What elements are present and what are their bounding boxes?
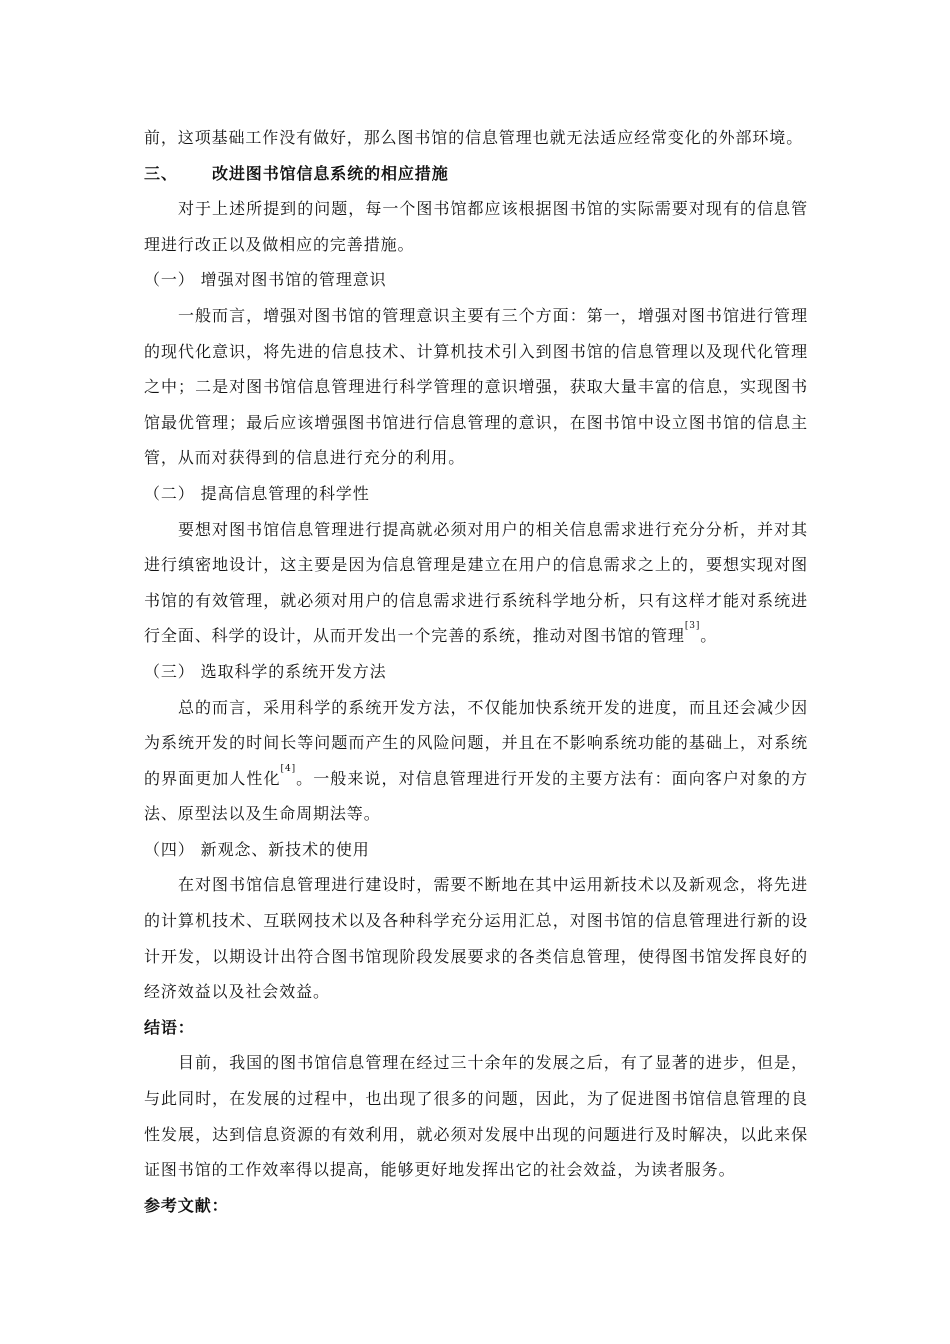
line-text: 。 (700, 626, 718, 646)
paragraph-line: 性发展，达到信息资源的有效利用，就必须对发展中出现的问题进行及时解决，以此来保 (144, 1124, 808, 1144)
paragraph-line: 一般而言，增强对图书馆的管理意识主要有三个方面：第一，增强对图书馆进行管理 (178, 305, 808, 325)
paragraph-line: 要想对图书馆信息管理进行提高就必须对用户的相关信息需求进行充分分析，并对其 (178, 519, 808, 539)
paragraph-line (144, 618, 808, 654)
paragraph-line: 目前，我国的图书馆信息管理在经过三十余年的发展之后，有了显著的进步，但是， (178, 1053, 808, 1073)
section-title: 改进图书馆信息系统的相应措施 (212, 163, 449, 183)
citation-ref: [3] (684, 621, 701, 632)
paragraph-line: 在对图书馆信息管理进行建设时，需要不断地在其中运用新技术以及新观念，将先进 (178, 875, 808, 895)
paragraph-line: 之中；二是对图书馆信息管理进行科学管理的意识增强，获取大量丰富的信息，实现图书 (144, 377, 808, 397)
paragraph-line: 馆最优管理；最后应该增强图书馆进行信息管理的意识，在图书馆中设立图书馆的信息主 (144, 412, 808, 432)
line-text: 行全面、科学的设计，从而开发出一个完善的系统，推动对图书馆的管理 (144, 626, 685, 646)
paragraph-line: 计开发，以期设计出符合图书馆现阶段发展要求的各类信息管理，使得图书馆发挥良好的 (144, 946, 808, 966)
section-number: 三、 (144, 163, 178, 183)
line-text: 的界面更加人性化 (144, 768, 281, 788)
paragraph-line (144, 761, 808, 797)
paragraph-line: 证图书馆的工作效率得以提高，能够更好地发挥出它的社会效益，为读者服务。 (144, 1160, 736, 1180)
subsection-heading: （一） 增强对图书馆的管理意识 (144, 270, 387, 290)
paragraph-line: 进行缜密地设计，这主要是因为信息管理是建立在用户的信息需求之上的，要想实现对图 (144, 555, 808, 575)
paragraph-line: 理进行改正以及做相应的完善措施。 (144, 234, 415, 254)
subsection-heading: （二） 提高信息管理的科学性 (144, 483, 370, 503)
paragraph-line: 书馆的有效管理，就必须对用户的信息需求进行系统科学地分析，只有这样才能对系统进 (144, 590, 808, 610)
paragraph-line: 前，这项基础工作没有做好，那么图书馆的信息管理也就无法适应经常变化的外部环境。 (144, 128, 804, 147)
citation-ref: [4] (280, 763, 296, 774)
line-text: 。一般来说，对信息管理进行开发的主要方法有：面向客户对象的方 (296, 768, 808, 788)
conclusion-heading: 结语： (144, 1017, 195, 1037)
references-heading: 参考文献： (144, 1195, 229, 1215)
document-body (144, 120, 808, 1223)
paragraph-line: 经济效益以及社会效益。 (144, 982, 330, 1002)
paragraph-line: 的计算机技术、互联网技术以及各种科学充分运用汇总，对图书馆的信息管理进行新的设 (144, 911, 808, 931)
section-heading (144, 156, 808, 192)
paragraph-line: 总的而言，采用科学的系统开发方法，不仅能加快系统开发的进度，而且还会减少因 (178, 697, 808, 717)
subsection-heading: （四） 新观念、新技术的使用 (144, 839, 370, 859)
subsection-heading: （三） 选取科学的系统开发方法 (144, 661, 387, 681)
paragraph-line: 与此同时，在发展的过程中，也出现了很多的问题，因此，为了促进图书馆信息管理的良 (144, 1089, 808, 1109)
paragraph-line: 法、原型法以及生命周期法等。 (144, 804, 381, 824)
paragraph-line: 的现代化意识，将先进的信息技术、计算机技术引入到图书馆的信息管理以及现代化管理 (144, 341, 808, 361)
paragraph-line: 管，从而对获得到的信息进行充分的利用。 (144, 448, 466, 468)
paragraph-line: 为系统开发的时间长等问题而产生的风险问题，并且在不影响系统功能的基础上，对系统 (144, 733, 808, 753)
paragraph-line: 对于上述所提到的问题，每一个图书馆都应该根据图书馆的实际需要对现有的信息管 (178, 199, 808, 219)
